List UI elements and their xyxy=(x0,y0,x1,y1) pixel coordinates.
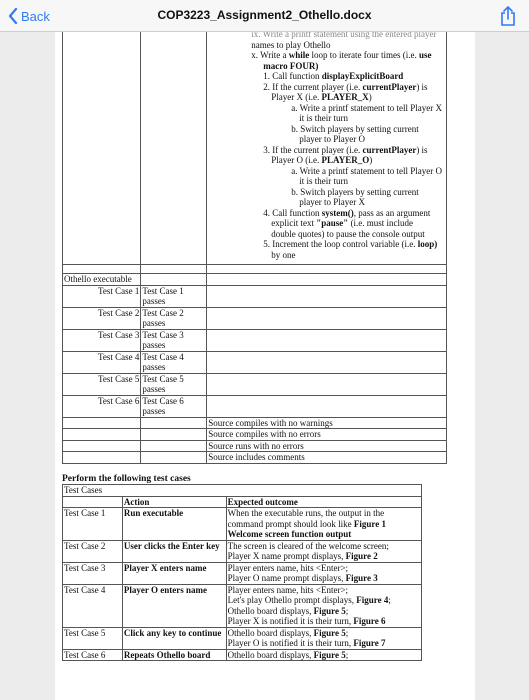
rubric-cell xyxy=(141,429,207,441)
test-case-action: User clicks the Enter key xyxy=(122,540,226,562)
rubric-cell xyxy=(207,265,447,274)
text-run: PLAYER_X xyxy=(321,92,369,102)
test-case-result: Test Case 3 passes xyxy=(141,329,207,351)
test-case-label: Test Case 3 xyxy=(63,329,141,351)
navigation-bar xyxy=(0,0,529,32)
text-run: Let's play Othello prompt displays, xyxy=(227,595,357,605)
text-run: ) is xyxy=(416,81,428,92)
test-case-outcome xyxy=(226,562,421,584)
compile-criterion: Source compiles with no errors xyxy=(207,429,447,441)
test-case-rows xyxy=(63,508,422,661)
instruction-line xyxy=(207,134,442,145)
rubric-cell xyxy=(207,307,447,329)
test-case-row xyxy=(63,649,422,661)
test-case-result: Test Case 5 passes xyxy=(141,373,207,395)
test-case-name: Test Case 2 xyxy=(63,540,123,562)
test-case-name: Test Case 5 xyxy=(63,627,123,649)
rubric-cell xyxy=(207,274,447,286)
test-case-action: Click any key to continue xyxy=(122,627,226,649)
text-run: , pass as an argument xyxy=(353,207,431,218)
text-run: 2. If the current player (i.e. xyxy=(263,81,363,92)
test-case-result: Test Case 2 passes xyxy=(141,307,207,329)
outcome-line xyxy=(228,606,420,617)
outcome-column-header: Expected outcome xyxy=(226,496,421,508)
text-run: 5. Increment the loop control variable (i.e. xyxy=(263,239,418,249)
instruction-line xyxy=(207,229,442,240)
rubric-test-row xyxy=(63,285,447,307)
rubric-cell xyxy=(141,417,207,429)
rubric-test-rows xyxy=(63,285,447,417)
text-run: ; xyxy=(345,605,349,616)
action-column-header: Action xyxy=(122,496,226,508)
text-run: PLAYER_O xyxy=(321,155,370,165)
text-run: Player X (i.e. xyxy=(271,92,322,102)
test-case-name: Test Case 3 xyxy=(63,562,123,584)
outcome-line xyxy=(228,519,420,530)
text-run: it is their turn xyxy=(299,176,349,186)
instruction-line xyxy=(207,239,442,250)
text-run: Figure 1 xyxy=(353,518,386,529)
rubric-cell xyxy=(63,32,141,265)
rubric-compile-row xyxy=(63,417,447,429)
text-run: Othello board displays, xyxy=(227,649,314,660)
rubric-compile-row xyxy=(63,452,447,464)
rubric-table xyxy=(62,32,447,464)
rubric-cell xyxy=(141,274,207,286)
test-case-result: Test Case 4 passes xyxy=(141,351,207,373)
share-button[interactable] xyxy=(499,6,517,26)
instruction-line xyxy=(207,103,442,114)
rubric-cell xyxy=(63,440,141,452)
compile-criterion: Source runs with no errors xyxy=(207,440,447,452)
text-run: Othello board displays, xyxy=(227,605,314,616)
test-case-result: Test Case 1 passes xyxy=(141,285,207,307)
outcome-line xyxy=(228,541,420,552)
text-run: loop) xyxy=(417,239,438,249)
test-case-outcome xyxy=(226,584,421,627)
instruction-line xyxy=(207,197,442,208)
text-run: currentPlayer xyxy=(362,144,417,155)
text-run: Player enters name, hits <Enter>; xyxy=(227,584,349,595)
text-run: explicit text xyxy=(271,218,317,228)
rubric-cell xyxy=(207,395,447,417)
rubric-cell xyxy=(63,417,141,429)
text-run: player to Player X xyxy=(299,197,366,207)
outcome-line xyxy=(228,650,420,661)
text-run: use xyxy=(419,50,432,60)
rubric-cell xyxy=(63,429,141,441)
text-run: loop to iterate four times (i.e. xyxy=(309,50,419,60)
outcome-line xyxy=(228,563,420,574)
text-run: Player X name prompt displays, xyxy=(227,551,346,561)
rubric-cell xyxy=(207,351,447,373)
text-run: Player O name prompt displays, xyxy=(227,573,346,583)
test-cases-header: Test Cases xyxy=(63,485,422,497)
test-case-label: Test Case 6 xyxy=(63,395,141,417)
text-run: Figure 5 xyxy=(313,605,346,616)
rubric-test-row xyxy=(63,307,447,329)
instruction-line xyxy=(207,71,442,82)
outcome-line xyxy=(228,595,420,606)
text-run: command prompt should look like xyxy=(227,518,354,529)
executable-label: Othello executable xyxy=(63,274,141,286)
test-case-outcome xyxy=(226,540,421,562)
text-run: by one xyxy=(271,249,296,260)
text-run: Figure 2 xyxy=(345,551,378,561)
text-run: Player O is notified it is their turn, xyxy=(227,638,354,648)
rubric-test-row xyxy=(63,373,447,395)
text-run: (i.e. must include xyxy=(348,218,414,228)
steps-list xyxy=(207,40,442,261)
instruction-line xyxy=(207,187,442,198)
test-case-label: Test Case 4 xyxy=(63,351,141,373)
share-icon xyxy=(499,6,517,26)
outcome-line xyxy=(228,585,420,596)
text-run: a. Write a printf statement to tell Player X xyxy=(291,102,442,113)
instruction-line xyxy=(207,40,442,51)
rubric-test-row xyxy=(63,329,447,351)
text-run: double quotes) to pause the console output xyxy=(271,228,425,239)
test-case-action: Player O enters name xyxy=(122,584,226,627)
test-case-label: Test Case 1 xyxy=(63,285,141,307)
text-run: Figure 5 xyxy=(313,627,346,638)
text-run: "pause" xyxy=(316,218,349,228)
instruction-line xyxy=(207,208,442,219)
outcome-line xyxy=(228,529,420,540)
test-case-action: Run executable xyxy=(122,508,226,541)
text-run: b. Switch players by setting current xyxy=(291,186,419,197)
instruction-line xyxy=(207,218,442,229)
test-case-name: Test Case 4 xyxy=(63,584,123,627)
text-run: Welcome screen function output xyxy=(227,529,352,539)
text-run: ) xyxy=(368,92,372,102)
test-case-action: Player X enters name xyxy=(122,562,226,584)
text-run: 3. If the current player (i.e. xyxy=(263,144,363,155)
test-case-label: Test Case 2 xyxy=(63,307,141,329)
header-cell xyxy=(63,496,123,508)
text-run: Figure 6 xyxy=(353,616,386,626)
rubric-compile-row xyxy=(63,429,447,441)
instruction-line xyxy=(207,92,442,103)
rubric-cell xyxy=(141,452,207,464)
instruction-line xyxy=(207,61,442,72)
back-label: Back xyxy=(21,8,50,24)
compile-criterion: Source includes comments xyxy=(207,452,447,464)
test-case-outcome xyxy=(226,649,421,661)
test-case-row xyxy=(63,562,422,584)
test-case-row xyxy=(63,508,422,541)
text-run: ; xyxy=(388,595,391,605)
test-case-name: Test Case 1 xyxy=(63,508,123,541)
text-run: Figure 4 xyxy=(356,595,389,605)
test-case-label: Test Case 5 xyxy=(63,373,141,395)
rubric-cell xyxy=(207,373,447,395)
text-run: b. Switch players by setting current xyxy=(291,123,419,134)
outcome-line xyxy=(228,616,420,627)
text-run: The screen is cleared of the welcome screen; xyxy=(227,540,389,551)
instruction-line xyxy=(207,250,442,261)
text-run: Figure 7 xyxy=(353,638,386,648)
rubric-test-row xyxy=(63,395,447,417)
test-case-name: Test Case 6 xyxy=(63,649,123,661)
rubric-compile-row xyxy=(63,440,447,452)
text-run: 1. Call function xyxy=(263,71,322,81)
outcome-line xyxy=(228,508,420,519)
rubric-cell xyxy=(207,329,447,351)
text-run: Othello board displays, xyxy=(227,627,314,638)
test-case-outcome xyxy=(226,627,421,649)
text-run: a. Write a printf statement to tell Player O xyxy=(291,165,442,176)
text-run: Player O (i.e. xyxy=(271,155,322,165)
rubric-cell xyxy=(63,452,141,464)
rubric-cell xyxy=(63,265,141,274)
test-case-row xyxy=(63,584,422,627)
text-run: it is their turn xyxy=(299,113,349,123)
document-page[interactable] xyxy=(55,32,475,700)
rubric-cell xyxy=(141,32,207,265)
text-run: When the executable runs, the output in the xyxy=(227,508,385,518)
test-case-action: Repeats Othello board xyxy=(122,649,226,661)
text-run: Player X is notified it is their turn, xyxy=(227,616,354,626)
instruction-line xyxy=(207,50,442,61)
instruction-line xyxy=(207,113,442,124)
outcome-line xyxy=(228,551,420,562)
test-case-result: Test Case 6 passes xyxy=(141,395,207,417)
outcome-line xyxy=(228,628,420,639)
text-run: currentPlayer xyxy=(362,81,417,92)
instruction-line xyxy=(207,155,442,166)
text-run: system() xyxy=(321,207,354,218)
rubric-cell xyxy=(207,285,447,307)
test-cases-table xyxy=(62,484,422,661)
text-run: 4. Call function xyxy=(263,207,322,218)
text-run: player to Player O xyxy=(299,134,366,144)
document-title: COP3223_Assignment2_Othello.docx xyxy=(157,8,372,22)
outcome-line xyxy=(228,573,420,584)
rubric-cell xyxy=(141,440,207,452)
text-run: while xyxy=(288,50,310,60)
text-run: ; xyxy=(345,627,349,638)
test-case-row xyxy=(63,540,422,562)
instruction-line xyxy=(207,145,442,156)
test-case-outcome xyxy=(226,508,421,541)
outcome-line xyxy=(228,638,420,649)
rubric-test-row xyxy=(63,351,447,373)
test-case-row xyxy=(63,627,422,649)
cut-off-line: ix. Write a printf statement using the entered player xyxy=(251,32,437,39)
text-run: Figure 5 xyxy=(313,649,346,660)
text-run: macro FOUR) xyxy=(263,60,319,71)
instruction-line xyxy=(207,82,442,93)
compile-criterion: Source compiles with no warnings xyxy=(207,417,447,429)
section-heading: Perform the following test cases xyxy=(62,474,191,484)
text-run: ) xyxy=(369,155,373,165)
text-run: ; xyxy=(345,649,349,660)
text-run: names to play Othello xyxy=(251,39,331,50)
text-run: displayExplicitBoard xyxy=(321,71,404,81)
instruction-line xyxy=(207,176,442,187)
instruction-line xyxy=(207,124,442,135)
rubric-cell xyxy=(141,265,207,274)
text-run: Figure 3 xyxy=(345,573,378,583)
rubric-compile-rows xyxy=(63,417,447,463)
text-run: ) is xyxy=(416,144,428,155)
text-run: Player enters name, hits <Enter>; xyxy=(227,562,349,573)
instruction-steps xyxy=(207,32,447,265)
text-run: x. Write a xyxy=(251,50,289,60)
instruction-line xyxy=(207,166,442,177)
